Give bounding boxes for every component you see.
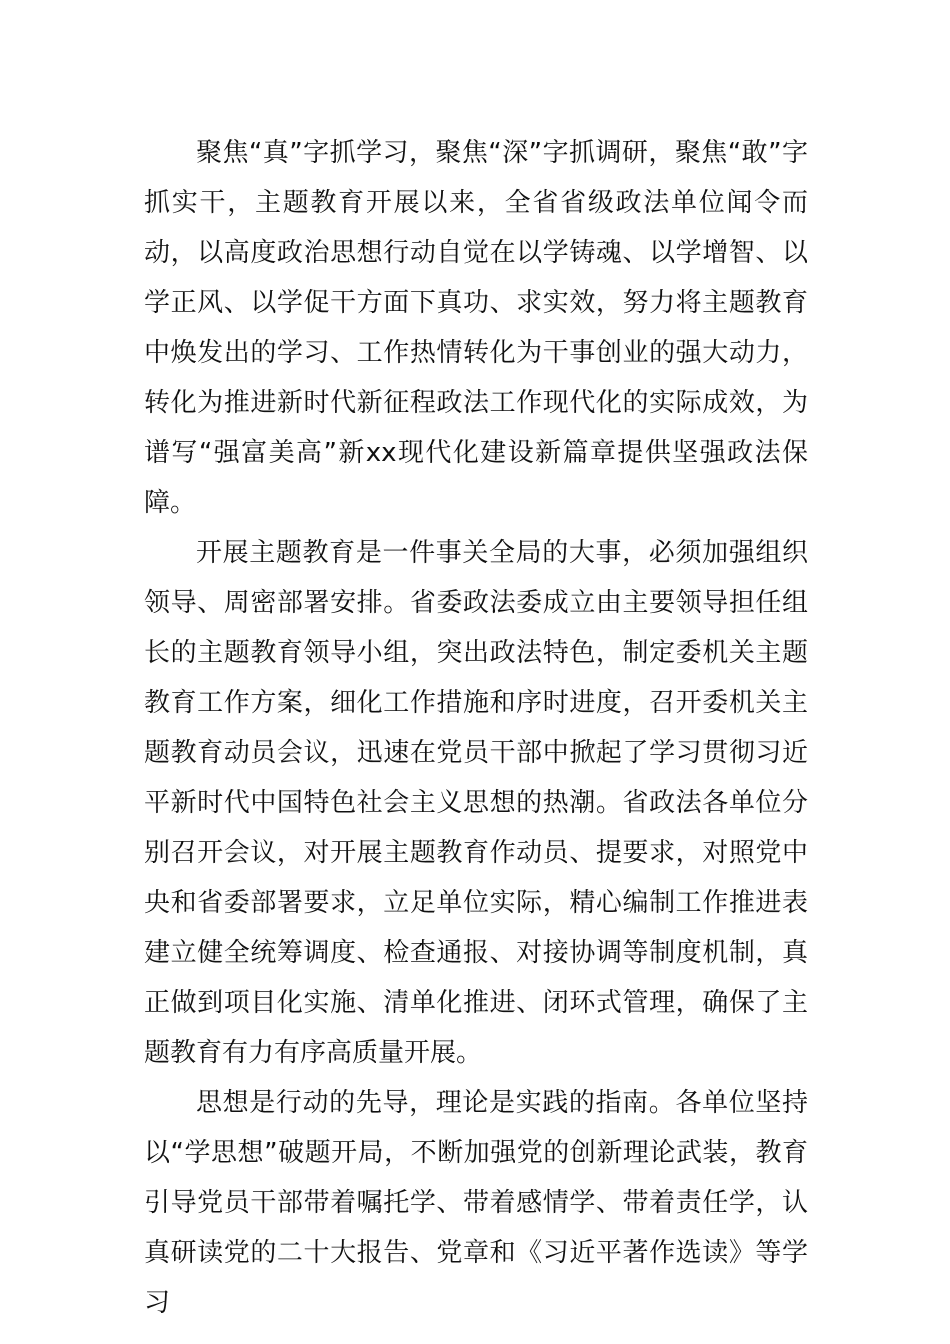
paragraph-3: 思想是行动的先导，理论是实践的指南。各单位坚持以“学思想”破题开局，不断加强党的创新理论武装，教育引导党员干部带着嘱托学、带着感情学、带着责任学，认真研读党的二十大报告、党章和《习近平著作选读》等学习 xyxy=(144,1088,808,1318)
paragraph-2: 开展主题教育是一件事关全局的大事，必须加强组织领导、周密部署安排。省委政法委成立由主要领导担任组长的主题教育领导小组，突出政法特色，制定委机关主题教育工作方案，细化工作措施和序时进度，召开委机关主题教育动员会议，迅速在党员干部中掀起了学习贯彻习近平新时代中国特色社会主义思想的热潮。省政法各单位分别召开会议，对开展主题教育作动员、提要求，对照党中央和省委部署要求，立足单位实际，精心编制工作推进表建立健全统筹调度、检查通报、对接协调等制度机制，真正做到项目化实施、清单化推进、闭环式管理，确保了主题教育有力有序高质量开展。 xyxy=(144,538,808,1068)
document-body xyxy=(144,128,808,1328)
paragraph-1: 聚焦“真”字抓学习，聚焦“深”字抓调研，聚焦“敢”字抓实干，主题教育开展以来，全省省级政法单位闻令而动，以高度政治思想行动自觉在以学铸魂、以学增智、以学正风、以学促干方面下真功、求实效，努力将主题教育中焕发出的学习、工作热情转化为干事创业的强大动力，转化为推进新时代新征程政法工作现代化的实际成效，为谱写“强富美高”新xx现代化建设新篇章提供坚强政法保障。 xyxy=(144,138,808,518)
